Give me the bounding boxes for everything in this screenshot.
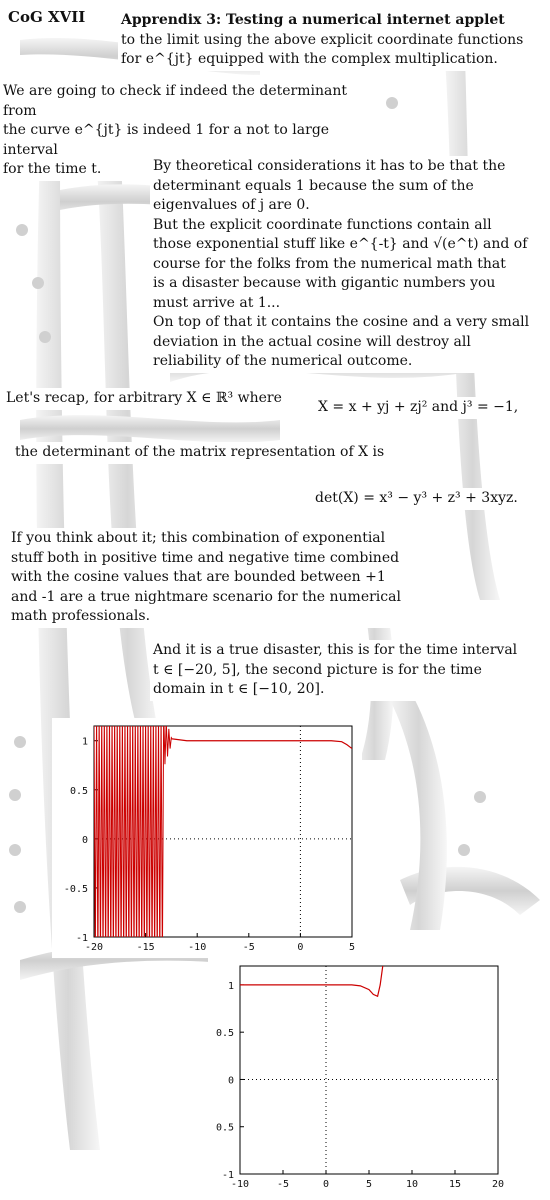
equation-det: det(X) = x³ − y³ + z³ + 3xyz. bbox=[312, 488, 521, 510]
y-tick-label: -0.5 bbox=[63, 883, 88, 895]
recap-text: Let's recap, for arbitrary X ∈ ℝ³ where bbox=[3, 388, 285, 410]
x-tick-label: 0 bbox=[297, 942, 304, 953]
bead-shape bbox=[14, 736, 26, 748]
swoosh-shape bbox=[390, 700, 447, 930]
plot-frame bbox=[240, 966, 498, 1174]
bead-shape bbox=[458, 844, 470, 856]
bead-shape bbox=[39, 331, 51, 343]
appendix-title-line: for e^{jt} equipped with the complex multiplication. bbox=[121, 51, 498, 67]
text-line: deviation in the actual cosine will destroy all bbox=[153, 333, 471, 350]
disaster-paragraph bbox=[150, 640, 536, 701]
determinant-plot-1 bbox=[52, 718, 362, 958]
x-tick-label: -20 bbox=[84, 942, 104, 953]
text-line: And it is a true disaster, this is for the time interval bbox=[153, 642, 518, 658]
text-line: is a disaster because with gigantic numbers you bbox=[153, 275, 496, 291]
y-tick-label: 0 bbox=[81, 834, 88, 846]
bead-shape bbox=[16, 224, 28, 236]
appendix-title-line: to the limit using the above explicit coordinate functions bbox=[121, 31, 524, 48]
y-tick-label: -1 bbox=[221, 1170, 234, 1181]
text-line: We are going to check if indeed the determinant from bbox=[3, 83, 348, 119]
x-tick-label: -10 bbox=[188, 942, 207, 953]
text-line: the curve e^{jt} is indeed 1 for a not to large interval bbox=[3, 122, 330, 158]
x-tick-label: -5 bbox=[276, 1179, 290, 1190]
bead-shape bbox=[14, 901, 26, 913]
text-line: If you think about it; this combination of exponential bbox=[11, 530, 386, 546]
text-line: But the explicit coordinate functions contain all bbox=[153, 216, 492, 233]
x-tick-label: 0 bbox=[322, 1179, 330, 1190]
x-tick-label: -10 bbox=[230, 1179, 250, 1190]
bead-shape bbox=[9, 844, 21, 856]
x-tick-label: 5 bbox=[365, 1179, 373, 1190]
text-line: On top of that it contains the cosine and a very small bbox=[153, 314, 530, 330]
determinant-plot-2 bbox=[208, 958, 518, 1198]
x-tick-label: 20 bbox=[491, 1179, 505, 1190]
x-tick-label: 15 bbox=[448, 1179, 462, 1190]
nightmare-paragraph bbox=[8, 528, 409, 628]
x-tick-label: -5 bbox=[242, 942, 255, 953]
text-line: reliability of the numerical outcome. bbox=[153, 353, 413, 369]
y-tick-label: 0.5 bbox=[215, 1028, 234, 1040]
text-line: eigenvalues of j are 0. bbox=[153, 197, 310, 213]
y-tick-label: 0.5 bbox=[69, 785, 88, 797]
text-line: for the time t. bbox=[3, 161, 102, 177]
y-tick-label: 0.5 bbox=[215, 1122, 234, 1134]
x-tick-label: -15 bbox=[136, 942, 155, 953]
bead-shape bbox=[32, 277, 44, 289]
text-line: t ∈ [−20, 5], the second picture is for the time bbox=[153, 661, 482, 678]
swoosh-shape bbox=[36, 150, 100, 1150]
bead-shape bbox=[474, 791, 486, 803]
text-line: course for the folks from the numerical math that bbox=[153, 255, 506, 272]
y-tick-label: 1 bbox=[227, 980, 234, 992]
y-tick-label: -1 bbox=[75, 933, 88, 944]
text-line: those exponential stuff like e^{-t} and √(e^t) and of bbox=[153, 236, 528, 252]
appendix-title-bold: Apprendix 3: Testing a numerical internet applet bbox=[121, 12, 505, 28]
y-tick-label: 0 bbox=[227, 1075, 234, 1087]
text-line: and -1 are a true nightmare scenario for the numerical bbox=[11, 588, 401, 605]
determinant-text: the determinant of the matrix representation of X is bbox=[12, 442, 387, 464]
theory-paragraph bbox=[150, 156, 548, 373]
bead-shape bbox=[386, 97, 398, 109]
x-tick-label: 10 bbox=[405, 1179, 419, 1190]
equation-x: X = x + yj + zj² and j³ = −1, bbox=[315, 397, 521, 419]
y-tick-label: 1 bbox=[81, 736, 88, 748]
text-line: math professionals. bbox=[11, 608, 151, 624]
text-line: By theoretical considerations it has to be that the bbox=[153, 158, 506, 174]
x-tick-label: 5 bbox=[348, 942, 356, 953]
text-line: must arrive at 1... bbox=[153, 294, 281, 311]
appendix-title bbox=[118, 10, 544, 71]
text-line: domain in t ∈ [−10, 20]. bbox=[153, 681, 325, 697]
text-line: with the cosine values that are bounded between +1 bbox=[11, 569, 386, 585]
bead-shape bbox=[9, 789, 21, 801]
series-label: CoG XVII bbox=[8, 8, 86, 26]
text-line: stuff both in positive time and negative time combined bbox=[11, 549, 400, 566]
text-line: determinant equals 1 because the sum of the bbox=[153, 177, 474, 194]
